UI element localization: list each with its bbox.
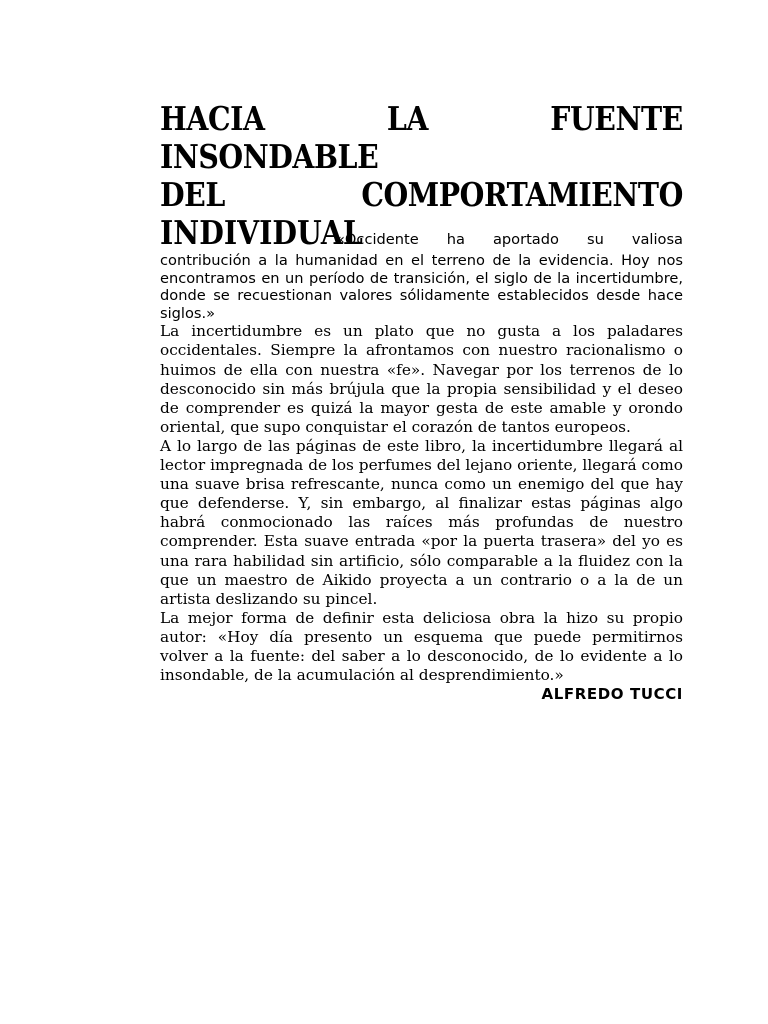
paragraph-2: A lo largo de las páginas de este libro, la incertidumbre llegará al lector impregnada de los perfumes del lejano oriente, llegará como una suave brisa refrescante, nunca como un enemigo del que hay que defenderse. Y, sin embargo, al finalizar estas páginas algo habrá conmocionado las raíces más profundas de nuestro comprender. Esta suave entrada «por la puerta trasera» del yo es una rara habilidad sin artificio, sólo comparable a la fluidez con la que un maestro de Aikido proyecta a un contrario o a la de un artista deslizando su pincel.	[160, 436, 683, 608]
paragraph-3: La mejor forma de definir esta deliciosa obra la hizo su propio autor: «Hoy día presento un esquema que puede permitirnos volver a la fuente: del saber a lo desconocido, de lo evidente a lo insondable, de la acumulación al desprendimiento.»	[160, 608, 683, 685]
document-page	[160, 100, 683, 704]
document-title	[160, 100, 683, 214]
title-line-1: HACIA LA FUENTE INSONDABLE	[160, 99, 683, 176]
paragraph-1: La incertidumbre es un plato que no gusta a los paladares occidentales. Siempre la afrontamos con nuestro racionalismo o huimos de ella con nuestra «fe». Navegar por los terrenos de lo desconocido sin más brújula que la propia sensibilidad y el deseo de comprender es quizá la mayor gesta de este amable y orondo oriental, que supo conquistar el corazón de tantos europeos.	[160, 322, 683, 436]
quote-first-line: «Occidente ha aportado su valiosa	[336, 231, 683, 248]
title-and-quote-line	[160, 214, 683, 252]
title-line-2: DEL COMPORTAMIENTO	[160, 175, 683, 214]
author-signature: ALFREDO TUCCI	[541, 685, 683, 704]
title-line-3: INDIVIDUAL	[160, 213, 363, 252]
intro-quote: contribución a la humanidad en el terreno de la evidencia. Hoy nos encontramos en un período de transición, el siglo de la incertidumbre, donde se recuestionan valores sólidamente establecidos desde hace siglos.»	[160, 252, 683, 322]
